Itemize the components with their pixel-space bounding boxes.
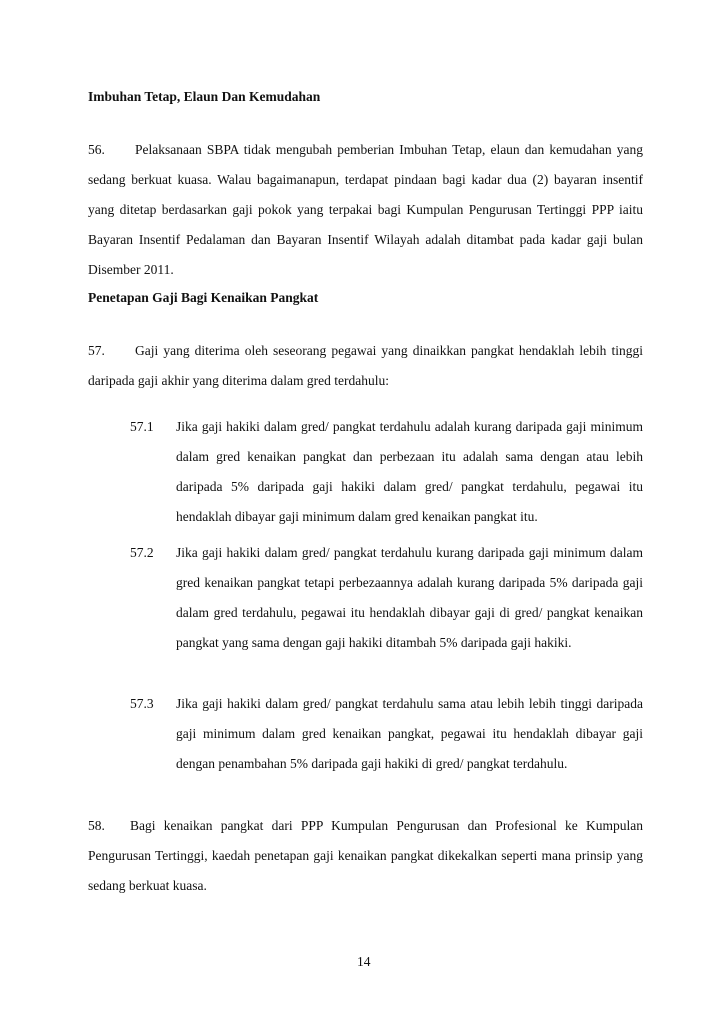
page-number: 14 <box>357 954 371 969</box>
paragraph-text: Gaji yang diterima oleh seseorang pegawai yang dinaikkan pangkat hendaklah lebih tinggi daripada gaji akhir yang diterima dalam gred terdahulu: <box>88 343 643 388</box>
paragraph-57 <box>88 336 643 396</box>
paragraph-text: Bagi kenaikan pangkat dari PPP Kumpulan Pengurusan dan Profesional ke Kumpulan Pengurusan Tertinggi, kaedah penetapan gaji kenaikan pangkat dikekalkan seperti mana prinsip yang sedang berkuat kuasa. <box>88 818 643 893</box>
section-heading-penetapan-gaji: Penetapan Gaji Bagi Kenaikan Pangkat <box>88 290 319 305</box>
subparagraph-text: Jika gaji hakiki dalam gred/ pangkat terdahulu adalah kurang daripada gaji minimum dalam gred kenaikan pangkat dan perbezaan itu adalah sama dengan atau lebih daripada 5% daripada gaji hakiki dalam gred/ pangkat terdahulu, pegawai itu hendaklah dibayar gaji minimum dalam gred kenaikan pangkat itu. <box>176 419 643 524</box>
subparagraph-text: Jika gaji hakiki dalam gred/ pangkat terdahulu sama atau lebih lebih tinggi daripada gaji minimum dalam gred kenaikan pangkat, pegawai itu hendaklah dibayar gaji dengan penambahan 5% daripada gaji hakiki di gred/ pangkat terdahulu. <box>176 696 643 771</box>
paragraph-58 <box>88 811 643 901</box>
paragraph-text: Pelaksanaan SBPA tidak mengubah pemberian Imbuhan Tetap, elaun dan kemudahan yang sedang berkuat kuasa. Walau bagaimanapun, terdapat pindaan bagi kadar dua (2) bayaran insentif yang ditetap berdasarkan gaji pokok yang terpakai bagi Kumpulan Pengurusan Tertinggi PPP iaitu Bayaran Insentif Pedalaman dan Bayaran Insentif Wilayah adalah ditambat pada kadar gaji bulan Disember 2011. <box>88 142 643 277</box>
paragraph-number: 56. <box>88 142 105 157</box>
subparagraph-57-3 <box>130 689 643 779</box>
subparagraph-number: 57.1 <box>130 419 154 434</box>
subparagraph-57-2 <box>130 538 643 658</box>
paragraph-number: 57. <box>88 343 105 358</box>
subparagraph-number: 57.3 <box>130 696 154 711</box>
paragraph-56 <box>88 135 643 285</box>
subparagraph-text: Jika gaji hakiki dalam gred/ pangkat terdahulu kurang daripada gaji minimum dalam gred kenaikan pangkat tetapi perbezaannya adalah kurang daripada 5% daripada gaji dalam gred terdahulu, pegawai itu hendaklah dibayar gaji di gred/ pangkat kenaikan pangkat yang sama dengan gaji hakiki ditambah 5% daripada gaji hakiki. <box>176 545 643 650</box>
subparagraph-57-1 <box>130 412 643 532</box>
document-page <box>88 0 643 1030</box>
paragraph-number: 58. <box>88 818 105 833</box>
section-heading-imbuhan: Imbuhan Tetap, Elaun Dan Kemudahan <box>88 89 321 104</box>
subparagraph-number: 57.2 <box>130 545 154 560</box>
